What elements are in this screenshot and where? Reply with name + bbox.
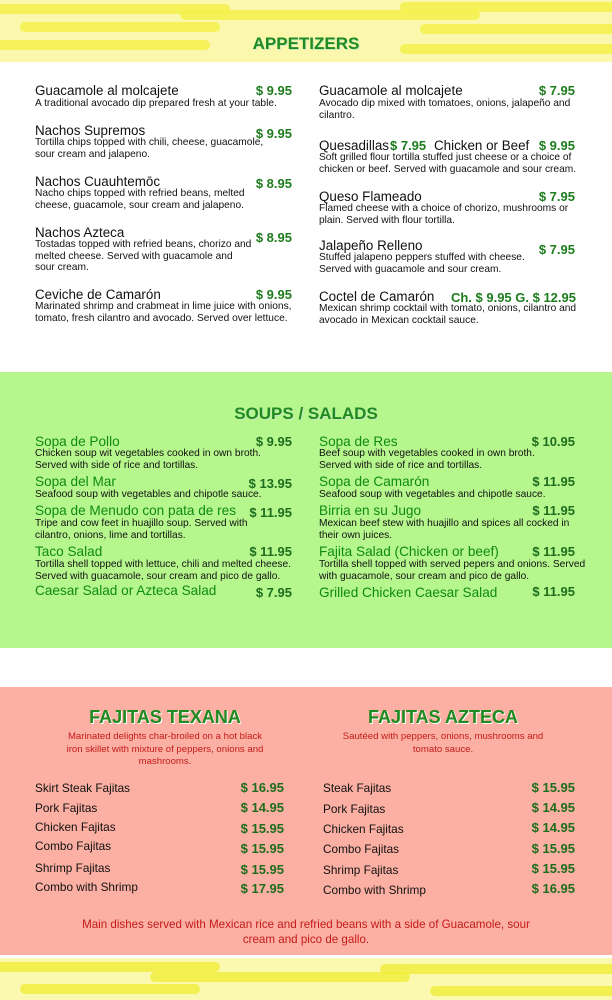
menu-item-name: Combo Fajitas	[323, 842, 400, 856]
menu-item-description: Soft grilled flour tortilla stuffed just cheese or a choice of chicken or beef. Served with guacamole and sour cream.	[319, 152, 577, 175]
menu-item-name: Pork Fajitas	[323, 802, 386, 816]
appetizers-title: APPETIZERS	[252, 34, 360, 53]
menu-item-description: Avocado dip mixed with tomatoes, onions, jalapeño and cilantro.	[319, 98, 571, 121]
menu-item-price: $ 11.95	[532, 474, 575, 489]
menu-item-price: $ 15.95	[531, 780, 575, 795]
menu-item-name: Caesar Salad or Azteca Salad	[35, 583, 217, 598]
menu-item-name: Skirt Steak Fajitas	[35, 781, 131, 795]
menu-item-name: Ceviche de Camarón	[35, 287, 161, 302]
menu-item-description: Mexican shrimp cocktail with tomato, onions, cilantro and avocado in Mexican cocktail sauce.	[319, 303, 577, 326]
menu-item-description: Tortilla chips topped with chili, cheese, guacamole, sour cream and jalapeno.	[35, 137, 264, 160]
menu-item-name: Sopa de Menudo con pata de res	[35, 503, 237, 518]
menu-item-price: $ 11.95	[532, 503, 575, 518]
menu-item-price: $ 7.95	[538, 189, 575, 204]
menu-item-price: $ 15.95	[531, 841, 575, 856]
menu-item-price: $ 16.95	[240, 780, 284, 795]
menu-item-name: Steak Fajitas	[323, 781, 392, 795]
menu-item-price: $ 17.95	[240, 881, 284, 896]
fajitas-texana-title: FAJITAS TEXANA	[89, 707, 241, 727]
menu-item-name: Nachos Azteca	[35, 225, 125, 240]
fajitas-azteca-title: FAJITAS AZTECA	[367, 707, 518, 727]
menu-item-description: Marinated shrimp and crabmeat in lime juice with onions, tomato, fresh cilantro and avocado. Served over lettuce.	[35, 301, 292, 324]
menu-item-description: Tostadas topped with refried beans, chorizo and melted cheese. Served with guacamole and sour cream.	[35, 239, 252, 274]
menu-item-price: $ 8.95	[255, 176, 292, 191]
menu-item-name: Sopa de Res	[319, 434, 398, 449]
menu-item-price: $ 7.95	[255, 585, 292, 600]
menu-item-description: Tripe and cow feet in huajillo soup. Served with cilantro, onions, lime and tortillas.	[35, 518, 248, 541]
menu-item-name: Birria en su Jugo	[319, 503, 422, 518]
menu-item-name: Quesadillas	[319, 138, 389, 153]
menu-item-name: Guacamole al molcajete	[319, 83, 463, 98]
menu-item-price: Ch. $ 9.95 G. $ 12.95	[450, 290, 576, 305]
menu-item-price-cheese: $ 7.95	[390, 138, 427, 153]
menu-item-price: $ 9.95	[538, 138, 575, 153]
menu-item-price: $ 16.95	[531, 881, 575, 896]
menu-item-price: $ 9.95	[255, 287, 292, 302]
menu-item-description: A traditional avocado dip prepared fresh at your table.	[35, 98, 277, 109]
menu-item-name: Sopa de Pollo	[35, 434, 120, 449]
menu-item-description: Seafood soup with vegetables and chipotle sauce.	[319, 489, 546, 500]
menu-item-description: Chicken soup wit vegetables cooked in own broth. Served with side of rice and tortillas.	[35, 448, 261, 471]
menu-item-name: Sopa del Mar	[35, 474, 116, 489]
menu-item-price: $ 8.95	[255, 230, 292, 245]
menu-item-price: $ 14.95	[240, 800, 284, 815]
menu-item-price: $ 11.95	[249, 505, 292, 520]
menu-item-name: Guacamole al molcajete	[35, 83, 179, 98]
menu-item-description: Beef soup with vegetables cooked in own broth. Served with side of rice and tortillas.	[319, 448, 535, 471]
menu-item-price: $ 10.95	[531, 434, 575, 449]
menu-item-name: Pork Fajitas	[35, 801, 98, 815]
menu-item-price: $ 15.95	[240, 841, 284, 856]
menu-item-price: $ 9.95	[255, 434, 292, 449]
menu-item-name: Nachos Supremos	[35, 123, 146, 138]
menu-item-price: $ 11.95	[532, 584, 575, 599]
menu-item-description: Seafood soup with vegetables and chipotle sauce.	[35, 489, 262, 500]
menu-item-name: Grilled Chicken Caesar Salad	[319, 585, 498, 600]
menu-item-name: Queso Flameado	[319, 189, 422, 204]
menu-item-name: Sopa de Camarón	[319, 474, 430, 489]
bottom-brush-decoration	[0, 958, 612, 1000]
menu-item-price: $ 11.95	[249, 544, 292, 559]
menu-item-description: Tortilla shell topped with served pepers and onions. Served with guacamole, sour cream and pico de gallo.	[319, 559, 586, 582]
menu-item-name: Chicken Fajitas	[323, 822, 404, 836]
menu-item-price: $ 15.95	[531, 861, 575, 876]
menu-item-price: $ 13.95	[248, 476, 292, 491]
fajitas-texana-description: Marinated delights char-broiled on a hot black iron skillet with mixture of peppers, onions and mashrooms.	[66, 731, 264, 768]
menu-item-name: Jalapeño Relleno	[319, 238, 423, 253]
menu-item-price: $ 14.95	[531, 800, 575, 815]
fajitas-azteca-description: Sautéed with peppers, onions, mushrooms and tomato sauce.	[342, 731, 544, 755]
menu-item-name: Combo Fajitas	[35, 839, 112, 853]
menu-item-price: $ 11.95	[532, 544, 575, 559]
menu-item-description: Mexican beef stew with huajillo and spices all cocked in their own juices.	[319, 518, 570, 541]
menu-item-name: Shrimp Fajitas	[35, 861, 111, 875]
fajitas-footnote: Main dishes served with Mexican rice and refried beans with a side of Guacamole, sour cream and pico de gallo.	[82, 918, 530, 946]
menu-item-price: $ 7.95	[538, 242, 575, 257]
menu-item-description: Nacho chips topped with refried beans, melted cheese, guacamole, sour cream and jalapeno.	[35, 188, 245, 211]
menu-item-name: Fajita Salad (Chicken or beef)	[319, 544, 499, 559]
menu-item-name: Coctel de Camarón	[319, 289, 435, 304]
menu-item-price: $ 9.95	[255, 126, 292, 141]
menu-item-name: Combo with Shrimp	[323, 883, 426, 897]
menu-item-description: Flamed cheese with a choice of chorizo, mushrooms or plain. Served with flour tortilla.	[319, 203, 569, 226]
menu-item-price: $ 15.95	[240, 862, 284, 877]
menu-item-name: Nachos Cuauhtemōc	[35, 174, 161, 189]
menu-item-name: Combo with Shrimp	[35, 880, 138, 894]
menu-item-description: Stuffed jalapeno peppers stuffed with cheese. Served with guacamole and sour cream.	[319, 252, 525, 275]
menu-item-price: $ 15.95	[240, 821, 284, 836]
menu-item-price: $ 9.95	[255, 83, 292, 98]
menu-item-name: Shrimp Fajitas	[323, 863, 399, 877]
menu-item-option: Chicken or Beef	[434, 138, 530, 153]
menu-item-description: Tortilla shell topped with lettuce, chili and melted cheese. Served with guacamole, sour cream and pico de gallo.	[35, 559, 291, 582]
menu-item-price: $ 7.95	[538, 83, 575, 98]
menu-item-name: Taco Salad	[35, 544, 103, 559]
menu-item-price: $ 14.95	[531, 820, 575, 835]
menu-item-name: Chicken Fajitas	[35, 820, 116, 834]
soups-salads-title: SOUPS / SALADS	[234, 404, 378, 423]
